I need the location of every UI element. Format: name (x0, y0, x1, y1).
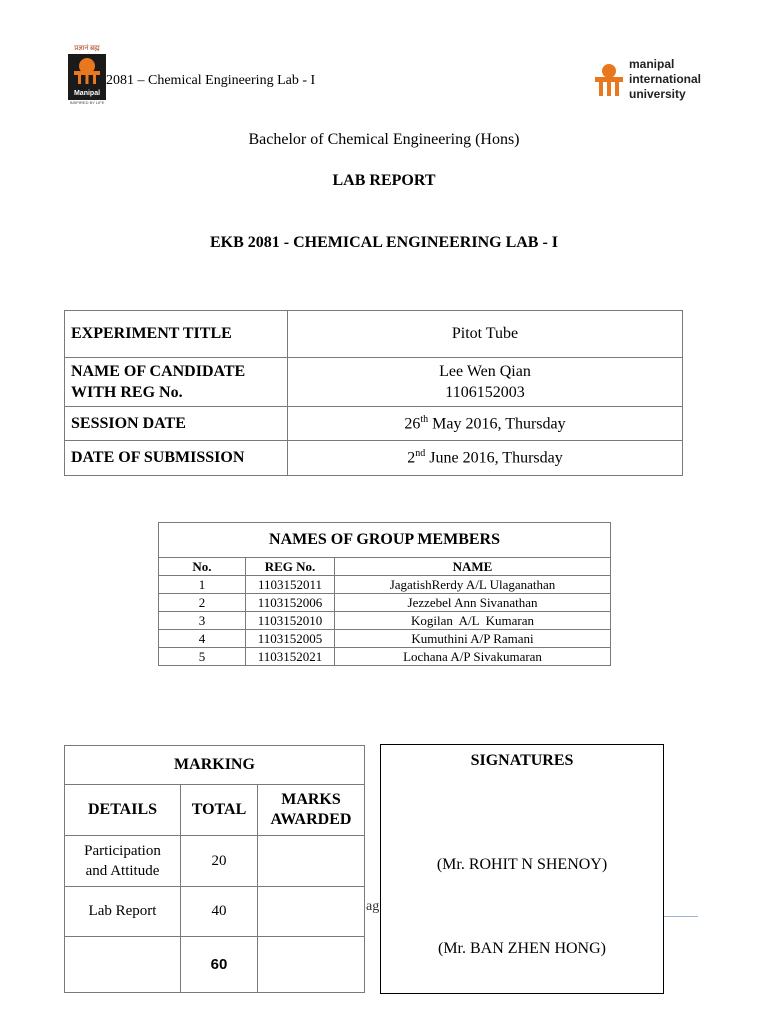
session-date-label: SESSION DATE (65, 407, 288, 441)
degree-title: Bachelor of Chemical Engineering (Hons) (248, 131, 520, 148)
candidate-value (288, 358, 683, 407)
submission-rest: June 2016, Thursday (425, 449, 563, 467)
candidate-label-line2: WITH REG No. (71, 384, 183, 401)
member-name: JagatishRerdy A/L Ulaganathan (335, 576, 611, 594)
experiment-title-value: Pitot Tube (288, 311, 683, 358)
submission-date-value (288, 441, 683, 476)
grand-total-awarded (258, 937, 365, 993)
miu-logo (592, 56, 702, 106)
miu-line1: manipal (629, 57, 675, 71)
submission-date-row (65, 441, 683, 476)
marking-table (64, 745, 365, 993)
marking-title-row (65, 746, 365, 785)
candidate-row (65, 358, 683, 407)
group-header-row (159, 558, 611, 576)
candidate-label (65, 358, 288, 407)
member-no: 3 (159, 612, 246, 630)
miu-emblem-icon (592, 60, 626, 100)
table-row (159, 594, 611, 612)
group-title-row (159, 523, 611, 558)
submission-day-suffix: nd (415, 448, 426, 460)
table-row (159, 612, 611, 630)
submission-date-label: DATE OF SUBMISSION (65, 441, 288, 476)
marking-row-participation (65, 836, 365, 887)
experiment-info-table (64, 310, 683, 476)
lab-report-awarded (258, 887, 365, 937)
member-reg: 1103152021 (246, 648, 335, 666)
table-row (159, 630, 611, 648)
participation-awarded (258, 836, 365, 887)
member-no: 2 (159, 594, 246, 612)
col-no-header: No. (159, 558, 246, 576)
logo-tagline: INSPIRED BY LIFE (69, 100, 105, 105)
logo-emblem (68, 54, 106, 100)
participation-line1: Participation (84, 843, 161, 859)
member-no: 1 (159, 576, 246, 594)
candidate-reg: 1106152003 (445, 384, 525, 401)
col-name-header: NAME (335, 558, 611, 576)
awarded-header-line2: AWARDED (270, 811, 352, 828)
grand-total-detail (65, 937, 181, 993)
signatures-title: SIGNATURES (470, 752, 574, 769)
member-name: Kogilan A/L Kumaran (335, 612, 611, 630)
awarded-header (258, 785, 365, 836)
manipal-emblem-icon (68, 54, 106, 88)
total-header: TOTAL (181, 785, 258, 836)
submission-day: 2 (407, 449, 416, 467)
candidate-name: Lee Wen Qian (439, 363, 531, 380)
experiment-title-label: EXPERIMENT TITLE (65, 311, 288, 358)
stray-footer-line (664, 916, 698, 917)
participation-total: 20 (181, 836, 258, 887)
marking-row-total (65, 937, 365, 993)
stray-text-fragment: ag (366, 899, 380, 914)
session-day: 26 (404, 415, 421, 433)
signature-rohit: (Mr. ROHIT N SHENOY) (436, 856, 608, 873)
awarded-header-line1: MARKS (281, 791, 341, 808)
member-name: Jezzebel Ann Sivanathan (335, 594, 611, 612)
group-members-table (158, 522, 611, 666)
member-reg: 1103152010 (246, 612, 335, 630)
marking-row-lab-report (65, 887, 365, 937)
session-day-suffix: th (420, 413, 429, 425)
col-reg-header: REG No. (246, 558, 335, 576)
lab-report-detail: Lab Report (65, 887, 181, 937)
member-reg: 1103152005 (246, 630, 335, 648)
logo-motto: प्रज्ञानं ब्रह्म (74, 44, 100, 52)
member-reg: 1103152006 (246, 594, 335, 612)
signature-ban: (Mr. BAN ZHEN HONG) (438, 940, 606, 957)
manipal-left-logo (68, 44, 106, 106)
candidate-label-line1: NAME OF CANDIDATE (71, 363, 246, 380)
miu-line3: university (629, 87, 686, 101)
course-title: EKB 2081 - CHEMICAL ENGINEERING LAB - I (209, 234, 559, 251)
miu-line2: international (629, 72, 702, 86)
experiment-title-row (65, 311, 683, 358)
member-name: Kumuthini A/P Ramani (335, 630, 611, 648)
participation-detail (65, 836, 181, 887)
member-no: 4 (159, 630, 246, 648)
grand-total-value: 60 (181, 937, 258, 993)
marking-title: MARKING (65, 746, 365, 785)
miu-logo-text (629, 57, 701, 102)
session-rest: May 2016, Thursday (428, 415, 566, 433)
header-course-line: 2081 – Chemical Engineering Lab - I (106, 73, 316, 88)
marking-header-row (65, 785, 365, 836)
details-header: DETAILS (65, 785, 181, 836)
table-row (159, 576, 611, 594)
lab-report-total: 40 (181, 887, 258, 937)
session-date-value (288, 407, 683, 441)
member-name: Lochana A/P Sivakumaran (335, 648, 611, 666)
group-title: NAMES OF GROUP MEMBERS (159, 523, 611, 558)
report-type: LAB REPORT (332, 172, 436, 189)
table-row (159, 648, 611, 666)
session-date-row (65, 407, 683, 441)
member-reg: 1103152011 (246, 576, 335, 594)
member-no: 5 (159, 648, 246, 666)
logo-word: Manipal (73, 90, 101, 97)
participation-line2: and Attitude (85, 863, 160, 879)
